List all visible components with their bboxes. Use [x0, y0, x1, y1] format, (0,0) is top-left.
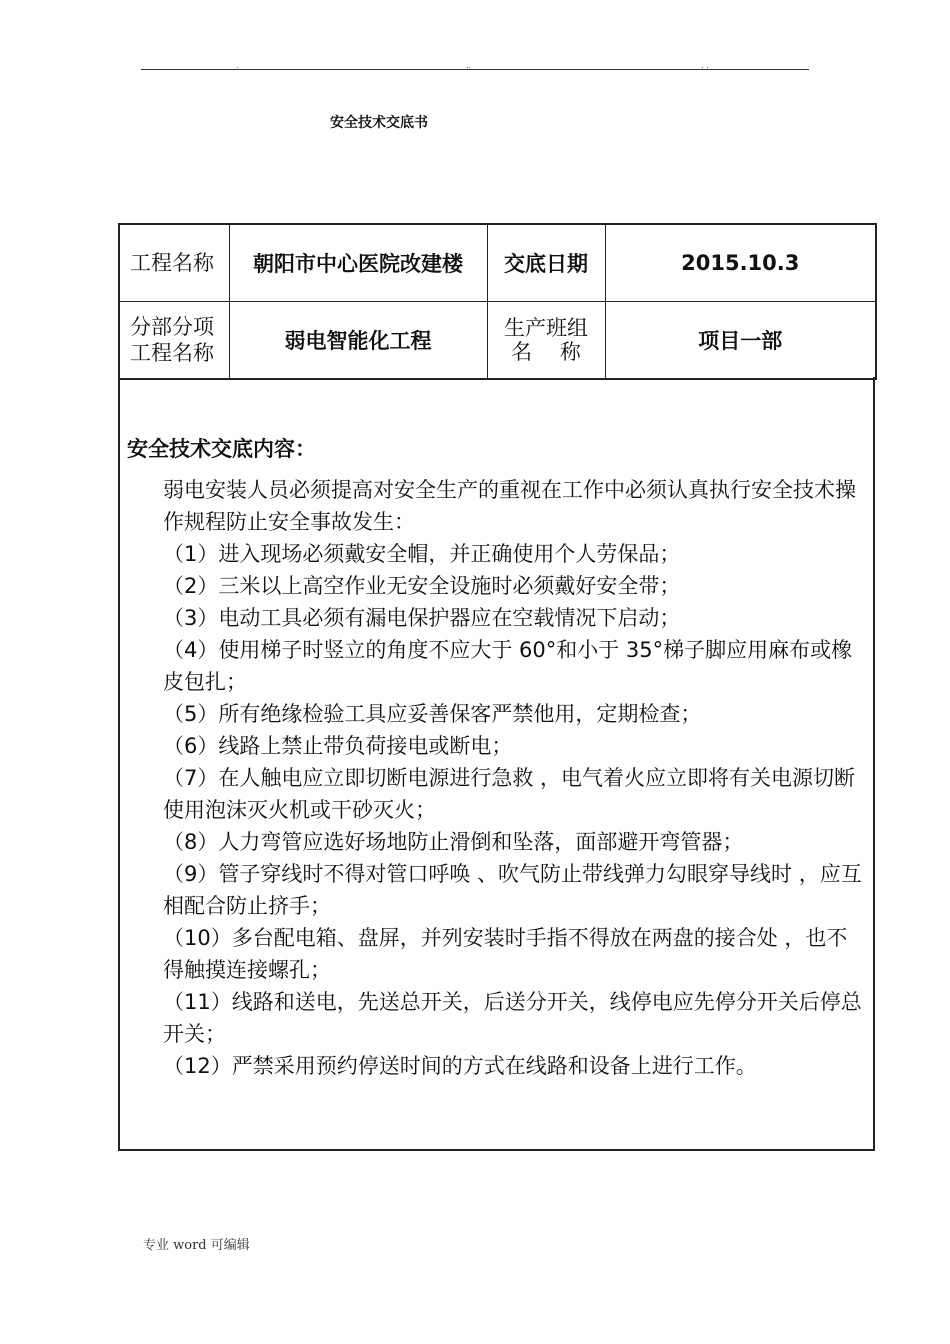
header-mark: .. — [466, 61, 472, 70]
subproject-value: 弱电智能化工程 — [229, 302, 487, 380]
project-name-value: 朝阳市中心医院改建楼 — [229, 224, 487, 302]
content-item: （8）人力弯管应选好场地防止滑倒和坠落，面部避开弯管器； — [163, 830, 744, 854]
content-item: （3）电动工具必须有漏电保护器应在空载情况下启动； — [163, 606, 681, 630]
info-table — [118, 223, 877, 380]
team-label-line2: 名 称 — [511, 340, 581, 364]
info-row-project — [119, 224, 876, 302]
footer-note: 专业 word 可编辑 — [143, 1238, 250, 1253]
header-rule — [141, 69, 809, 70]
info-row-subproject — [119, 302, 876, 380]
content-item: （9）管子穿线时不得对管口呼唤 、吹气防止带线弹力勾眼穿导线时 ，应互相配合防止挤手； — [163, 862, 862, 918]
content-item: （7）在人触电应立即切断电源进行急救 ，电气着火应立即将有关电源切断使用泡沫灭火机或干砂灭火； — [163, 766, 856, 822]
document-title: 安全技术交底书 — [330, 115, 428, 131]
subproject-label-line1: 分部分项 — [130, 315, 214, 339]
team-label-line1: 生产班组 — [504, 316, 588, 340]
date-label: 交底日期 — [487, 224, 605, 302]
content-item: （2）三米以上高空作业无安全设施时必须戴好安全带； — [163, 574, 681, 598]
content-heading: 安全技术交底内容： — [127, 437, 316, 461]
date-value: 2015.10.3 — [605, 224, 876, 302]
team-label — [487, 302, 605, 380]
content-item: （12）严禁采用预约停送时间的方式在线路和设备上进行工作。 — [163, 1054, 757, 1078]
content-item: （11）线路和送电，先送总开关，后送分开关，线停电应先停分开关后停总开关； — [163, 990, 862, 1046]
subproject-label — [119, 302, 229, 380]
team-value: 项目一部 — [605, 302, 876, 380]
content-item: （4）使用梯子时竖立的角度不应大于 60°和小于 35°梯子脚应用麻布或橡皮包扎； — [163, 638, 853, 694]
project-name-label: 工程名称 — [119, 224, 229, 302]
content-body — [127, 474, 867, 1082]
subproject-label-line2: 工程名称 — [130, 341, 214, 365]
header-mark: . . — [701, 61, 709, 70]
content-item: （5）所有绝缘检验工具应妥善保客严禁他用，定期检查； — [163, 702, 702, 726]
content-item: （1）进入现场必须戴安全帽，并正确使用个人劳保品； — [163, 542, 681, 566]
content-intro: 弱电安装人员必须提高对安全生产的重视在工作中必须认真执行安全技术操作规程防止安全事故发生： — [163, 478, 856, 534]
header-mark: . — [236, 61, 239, 70]
content-item: （6）线路上禁止带负荷接电或断电； — [163, 734, 513, 758]
content-item: （10）多台配电箱、盘屏，并列安装时手指不得放在两盘的接合处 ，也不得触摸连接螺孔； — [163, 926, 848, 982]
